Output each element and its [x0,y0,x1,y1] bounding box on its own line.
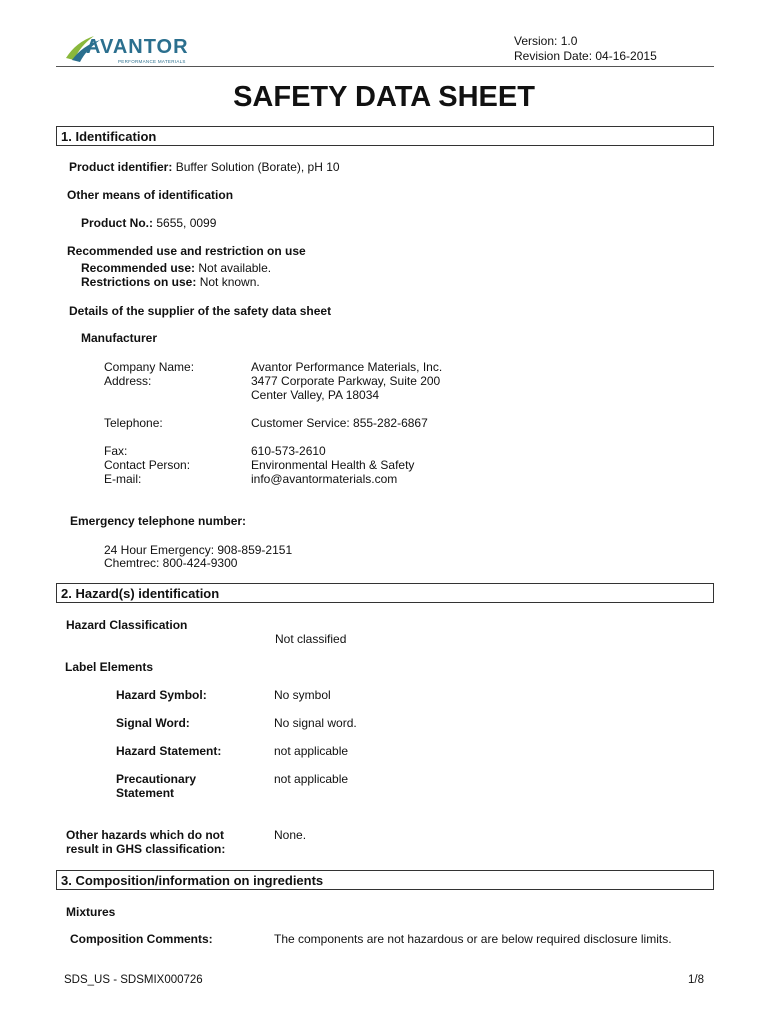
logo-tagline: PERFORMANCE MATERIALS [118,59,186,64]
hazard-statement-label: Hazard Statement: [116,744,222,758]
restrictions-on-use: Restrictions on use: Not known. [81,275,260,289]
mixtures-heading: Mixtures [66,905,116,919]
other-means-heading: Other means of identification [67,188,234,202]
emergency-heading: Emergency telephone number: [70,514,247,528]
hazard-classification-label: Hazard Classification [66,618,188,632]
telephone-value: Customer Service: 855-282-6867 [251,416,428,430]
precautionary-label-line-1: Precautionary [116,772,197,786]
signal-word-value: No signal word. [274,716,357,730]
address-line-1: 3477 Corporate Parkway, Suite 200 [251,374,441,388]
emergency-24h: 24 Hour Emergency: 908-859-2151 [104,543,293,557]
fax-label: Fax: [104,444,128,458]
composition-comments-value: The components are not hazardous or are below required disclosure limits. [274,932,672,946]
email-value[interactable]: info@avantormaterials.com [251,472,398,486]
precautionary-label-line-2: Statement [116,786,175,800]
section-1-heading: 1. Identification [56,126,714,146]
other-hazards-label-line-2: result in GHS classification: [66,842,226,856]
company-name-value: Avantor Performance Materials, Inc. [251,360,443,374]
telephone-label: Telephone: [104,416,163,430]
section-2-heading: 2. Hazard(s) identification [56,583,714,603]
footer-doc-id: SDS_US - SDSMIX000726 [64,974,203,986]
contact-person-value: Environmental Health & Safety [251,458,415,472]
emergency-chemtrec: Chemtrec: 800-424-9300 [104,556,238,570]
section-3-heading: 3. Composition/information on ingredients [56,870,714,890]
hazard-statement-value: not applicable [274,744,349,758]
header-rule [56,66,714,67]
contact-person-label: Contact Person: [104,458,191,472]
address-line-2: Center Valley, PA 18034 [251,388,380,402]
hazard-symbol-label: Hazard Symbol: [116,688,207,702]
company-name-label: Company Name: [104,360,195,374]
product-identifier: Product identifier: Buffer Solution (Borate), pH 10 [69,160,340,174]
avantor-logo [64,34,194,70]
composition-comments-label: Composition Comments: [70,932,213,946]
recommended-use-heading: Recommended use and restriction on use [67,244,306,258]
label-elements-heading: Label Elements [65,660,154,674]
signal-word-label: Signal Word: [116,716,190,730]
manufacturer-heading: Manufacturer [81,331,158,345]
precautionary-value: not applicable [274,772,349,786]
hazard-symbol-value: No symbol [274,688,331,702]
page-title: SAFETY DATA SHEET [233,81,535,113]
revision-date: Revision Date: 04-16-2015 [514,49,657,63]
recommended-use: Recommended use: Not available. [81,261,272,275]
hazard-classification-value: Not classified [275,632,347,646]
supplier-details-heading: Details of the supplier of the safety data sheet [69,304,332,318]
address-label: Address: [104,374,152,388]
fax-value: 610-573-2610 [251,444,326,458]
version: Version: 1.0 [514,34,578,48]
email-label: E-mail: [104,472,142,486]
other-hazards-value: None. [274,828,307,842]
logo-name: AVANTOR [86,36,189,58]
footer-page-number: 1/8 [688,974,704,986]
other-hazards-label-line-1: Other hazards which do not [66,828,225,842]
product-number: Product No.: 5655, 0099 [81,216,217,230]
